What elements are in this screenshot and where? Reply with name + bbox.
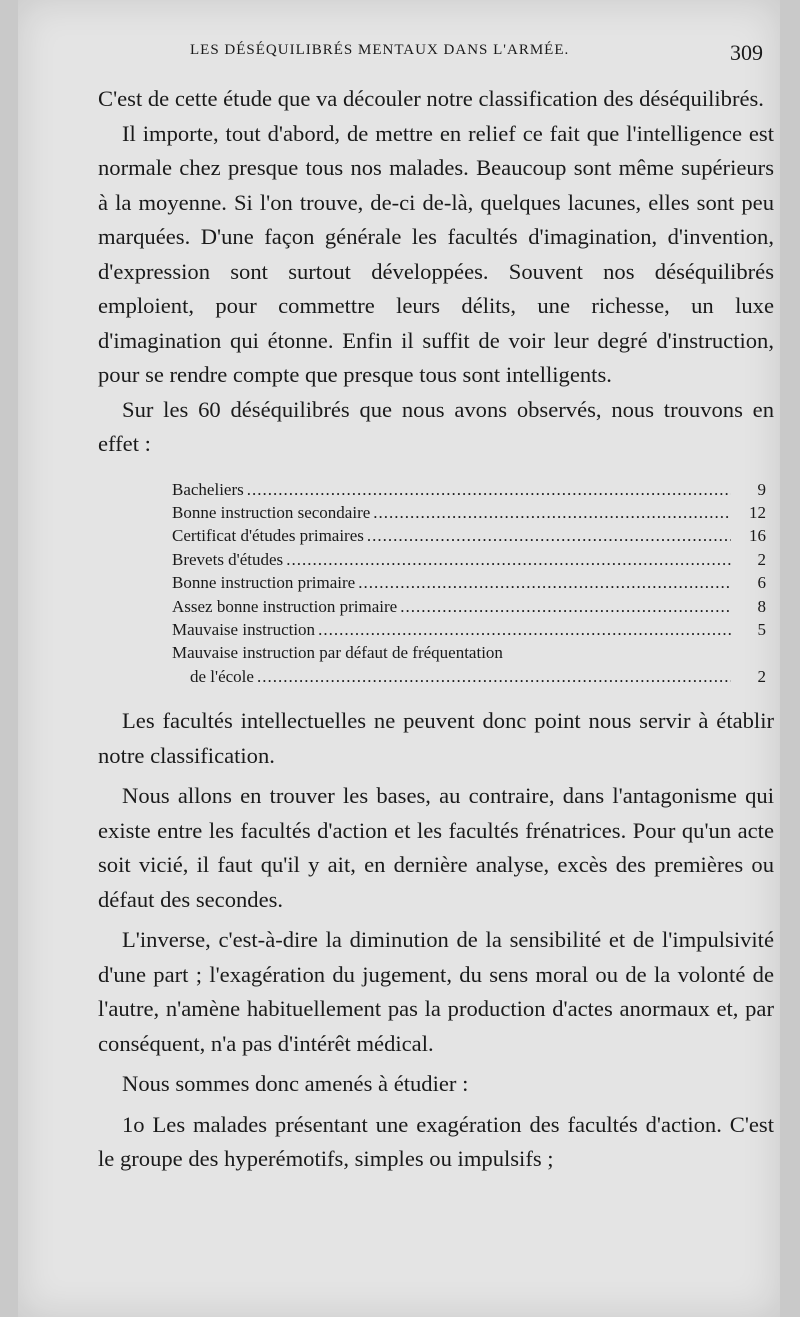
list-item bbox=[172, 478, 766, 501]
paragraph: C'est de cette étude que va découler notre classification des déséquilibrés. bbox=[98, 86, 764, 111]
list-item-label: Bonne instruction secondaire bbox=[172, 502, 371, 522]
list-item-label: Brevets d'études bbox=[172, 549, 284, 569]
list-item-label: Bacheliers bbox=[172, 479, 244, 499]
leader-dots bbox=[257, 665, 731, 688]
leader-dots bbox=[373, 501, 731, 524]
paragraph: Nous allons en trouver les bases, au contraire, dans l'antagonisme qui existe entre les facultés d'action et les facultés frénatrices. Pour qu'un acte soit vicié, il faut qu'il y ait, en dernière analyse, excès des premières ou défaut des secondes. bbox=[98, 783, 774, 912]
list-item bbox=[172, 524, 766, 547]
leader-dots bbox=[318, 618, 731, 641]
leader-dots bbox=[247, 478, 731, 501]
list-item-label: Bonne instruction primaire bbox=[172, 573, 356, 593]
list-item-count: 12 bbox=[749, 502, 766, 522]
leader-dots bbox=[367, 524, 731, 547]
list-item bbox=[172, 548, 766, 571]
list-item-count: 6 bbox=[757, 573, 766, 593]
list-item bbox=[172, 571, 766, 594]
list-item-count: 2 bbox=[757, 666, 766, 686]
list-item-line2 bbox=[172, 665, 766, 688]
list-item-count: 16 bbox=[749, 526, 766, 546]
list-item-label: Assez bonne instruction primaire bbox=[172, 596, 398, 616]
page-number: 309 bbox=[730, 40, 763, 65]
list-item bbox=[172, 595, 766, 618]
list-item-count: 9 bbox=[757, 479, 766, 499]
list-item-label: de l'école bbox=[190, 666, 254, 686]
list-item-label: Mauvaise instruction bbox=[172, 619, 316, 639]
list-item bbox=[172, 618, 766, 641]
list-item-count: 5 bbox=[757, 619, 766, 639]
paragraph: Il importe, tout d'abord, de mettre en relief ce fait que l'intelligence est normale chez presque tous nos malades. Beaucoup sont même supérieurs à la moyenne. Si l'on trouve, de-ci de-là, quelques lacunes, elles sont peu marquées. D'une façon générale les facultés d'imagination, d'invention, d'expression sont surtout développées. Souvent nos déséquilibrés emploient, pour commettre leurs délits, une richesse, un luxe d'imagination qui étonne. Enfin il suffit de voir leur degré d'instruction, pour se rendre compte que presque tous sont intelligents. bbox=[98, 120, 774, 387]
paragraph: Nous sommes donc amenés à étudier : bbox=[122, 1071, 469, 1097]
paragraph: Sur les 60 déséquilibrés que nous avons observés, nous trouvons en effet : bbox=[98, 396, 774, 456]
running-title: LES DÉSÉQUILIBRÉS MENTAUX DANS L'ARMÉE. bbox=[190, 42, 570, 58]
book-page bbox=[18, 0, 780, 1317]
list-item-count: 8 bbox=[757, 596, 766, 616]
paragraph: 1o Les malades présentant une exagération des facultés d'action. C'est le groupe des hyperémotifs, simples ou impulsifs ; bbox=[98, 1111, 774, 1172]
body-text bbox=[98, 82, 774, 1177]
list-item-label: Mauvaise instruction par défaut de fréquentation bbox=[172, 643, 503, 663]
list-item-count: 2 bbox=[757, 549, 766, 569]
list-item-label: Certificat d'études primaires bbox=[172, 526, 364, 546]
leader-dots bbox=[400, 595, 731, 618]
paragraph: L'inverse, c'est-à-dire la diminution de la sensibilité et de l'impulsivité d'une part ; l'exagération du jugement, du sens moral ou de la volonté de l'autre, n'amène habituellement pas la production d'actes anormaux et, par conséquent, n'a pas d'intérêt médical. bbox=[98, 927, 774, 1056]
paragraph: Les facultés intellectuelles ne peuvent donc point nous servir à établir notre classification. bbox=[98, 708, 774, 768]
list-item bbox=[172, 501, 766, 524]
leader-dots bbox=[358, 571, 731, 594]
leader-dots bbox=[286, 548, 731, 571]
education-list bbox=[172, 478, 766, 689]
list-item-line1 bbox=[172, 641, 766, 664]
